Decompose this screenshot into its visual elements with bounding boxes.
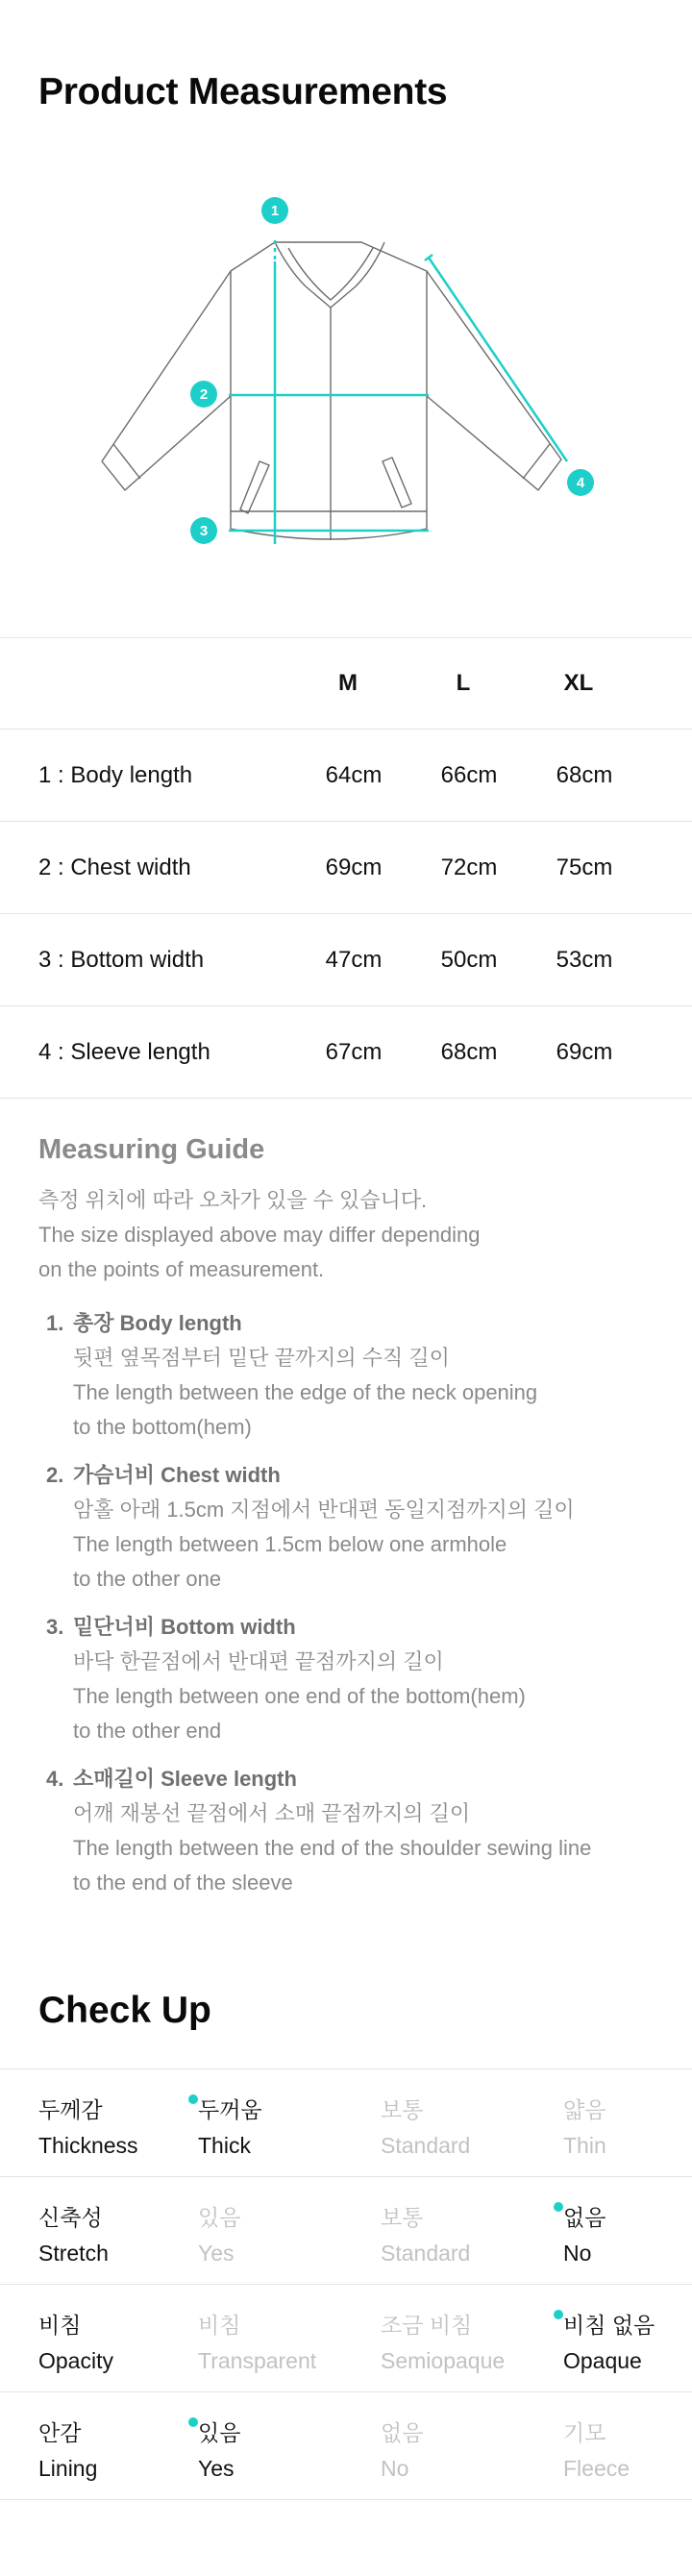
option-ko: 있음 [198,2420,241,2445]
size-table [0,637,692,1099]
option-en: No [563,2241,592,2266]
option-en: Opaque [563,2348,642,2373]
row-label: 4 : Sleeve length [38,1038,210,1065]
option-ko: 없음 [563,2205,606,2230]
check-option [563,2093,606,2164]
marker-4-label: 4 [576,475,585,491]
option-en: Standard [381,2241,471,2266]
option-en: No [381,2456,409,2481]
page-title: Product Measurements [38,71,448,112]
guide-item [38,1306,663,1445]
category-en: Stretch [38,2241,109,2266]
option-en: Standard [381,2133,471,2158]
left-sleeve-outline [102,271,231,490]
check-option [198,2093,262,2164]
table-cell: 47cm [325,946,383,973]
guide-intro-en-2: on the points of measurement. [38,1257,325,1281]
guide-item-number: 2. [46,1463,64,1487]
guide-item-en: to the bottom(hem) [73,1415,252,1439]
size-header-xl: XL [563,670,594,696]
category-en: Lining [38,2456,98,2481]
category-en: Opacity [38,2348,113,2373]
category-ko: 신축성 [38,2205,103,2230]
option-ko: 기모 [563,2420,606,2445]
guide-item-heading: 소매길이 Sleeve length [73,1767,297,1791]
option-en: Semiopaque [381,2348,506,2373]
table-cell: 67cm [325,1038,383,1065]
option-ko: 비침 [198,2313,241,2338]
sleeve-length-line [429,258,567,461]
option-ko: 비침 없음 [563,2313,655,2338]
check-option [381,2200,470,2271]
table-cell: 68cm [556,761,613,788]
check-option [563,2200,606,2271]
category-en: Thickness [38,2133,138,2158]
option-ko: 조금 비침 [381,2313,473,2338]
check-row-opacity [0,2285,692,2392]
check-category [38,2093,138,2164]
guide-item-en: to the other one [73,1567,222,1591]
option-en: Yes [198,2456,235,2481]
check-option [198,2415,240,2487]
option-en: Transparent [198,2348,317,2373]
option-en: Thick [198,2133,251,2158]
guide-item-en: The length between one end of the bottom(hem) [73,1684,526,1708]
check-option [198,2308,316,2379]
row-label: 2 : Chest width [38,854,191,880]
guide-item [38,1610,663,1748]
category-ko: 안감 [38,2420,82,2445]
jacket-measurement-diagram [0,173,692,577]
marker-2-label: 2 [199,386,209,403]
right-pocket [383,458,411,508]
guide-item-ko: 어깨 재봉선 끝점에서 소매 끝점까지의 길이 [73,1801,471,1825]
option-ko: 보통 [381,2205,424,2230]
size-header-m: M [338,670,358,696]
table-cell: 68cm [440,1038,498,1065]
guide-item-ko: 뒷편 옆목점부터 밑단 끝까지의 수직 길이 [73,1346,450,1370]
check-category [38,2200,109,2271]
table-cell: 69cm [325,854,383,880]
table-cell: 66cm [440,761,498,788]
guide-item-ko: 암홀 아래 1.5cm 지점에서 반대편 동일지점까지의 길이 [73,1498,575,1522]
option-ko: 두꺼움 [198,2097,262,2122]
table-row [0,822,692,914]
option-ko: 보통 [381,2097,424,2122]
selected-indicator-icon [188,2094,198,2104]
guide-item-number: 1. [46,1311,64,1335]
marker-1-label: 1 [270,203,280,219]
category-ko: 비침 [38,2313,82,2338]
guide-item-ko: 바닥 한끝점에서 반대편 끝점까지의 길이 [73,1649,444,1673]
right-sleeve-outline [427,271,561,490]
option-ko: 없음 [381,2420,424,2445]
marker-3-label: 3 [199,523,209,539]
guide-item-en: The length between 1.5cm below one armhole [73,1532,507,1556]
row-label: 3 : Bottom width [38,946,205,973]
table-cell: 69cm [556,1038,613,1065]
guide-item-heading: 밑단너비 Bottom width [73,1615,296,1639]
guide-intro-en-1: The size displayed above may differ depending [38,1223,481,1247]
table-row [0,914,692,1006]
check-option [381,2093,470,2164]
guide-item-en: to the other end [73,1719,222,1743]
option-en: Yes [198,2241,235,2266]
guide-item-en: The length between the end of the shoulder sewing line [73,1836,592,1860]
check-row-thickness [0,2069,692,2177]
size-header-l: L [456,670,471,696]
check-option [563,2415,630,2487]
guide-item-number: 3. [46,1615,64,1639]
guide-item-heading: 가슴너비 Chest width [73,1463,281,1487]
check-option [381,2415,423,2487]
check-option [381,2308,505,2379]
option-en: Thin [563,2133,606,2158]
check-category [38,2415,97,2487]
size-table-header [0,638,692,730]
guide-list [38,1306,663,1900]
selected-indicator-icon [188,2417,198,2427]
check-up-table [0,2068,692,2500]
guide-item-heading: 총장 Body length [73,1311,242,1335]
guide-item-number: 4. [46,1767,64,1791]
table-row [0,730,692,822]
guide-item-en: The length between the edge of the neck opening [73,1380,538,1404]
jacket-body-outline [231,242,427,539]
table-cell: 75cm [556,854,613,880]
table-cell: 72cm [440,854,498,880]
guide-intro-ko: 측정 위치에 따라 오차가 있을 수 있습니다. [38,1188,428,1212]
table-row [0,1006,692,1099]
table-cell: 50cm [440,946,498,973]
option-en: Fleece [563,2456,630,2481]
selected-indicator-icon [554,2310,563,2319]
option-ko: 얇음 [563,2097,606,2122]
category-ko: 두께감 [38,2097,103,2122]
check-option [198,2200,240,2271]
guide-item-en: to the end of the sleeve [73,1870,293,1895]
check-up-title: Check Up [38,1990,211,2031]
left-pocket [240,461,269,513]
guide-title: Measuring Guide [38,1134,265,1165]
check-option [563,2308,655,2379]
selected-indicator-icon [554,2202,563,2212]
guide-item [38,1458,663,1597]
check-row-lining [0,2392,692,2500]
guide-item [38,1762,663,1900]
option-ko: 있음 [198,2205,241,2230]
row-label: 1 : Body length [38,761,193,788]
table-cell: 64cm [325,761,383,788]
check-row-stretch [0,2177,692,2285]
check-category [38,2308,113,2379]
measuring-guide [38,1134,663,1914]
table-cell: 53cm [556,946,613,973]
